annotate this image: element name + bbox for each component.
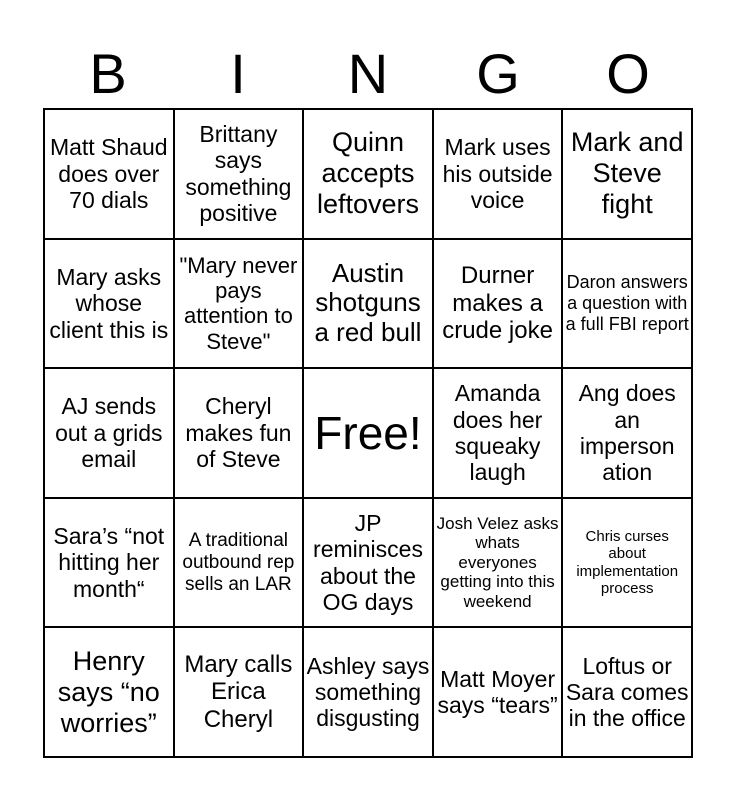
bingo-header [43, 40, 693, 108]
header-letter-i: I [230, 42, 246, 105]
cell-text: Brittany says something positive [185, 120, 292, 227]
bingo-cell[interactable] [303, 627, 433, 757]
cell-text: Amanda does her squeaky laugh [452, 380, 543, 486]
cell-text: Quinn accepts leftovers [316, 127, 420, 220]
cell-text: JP reminisces about the OG days [313, 509, 423, 616]
bingo-cell[interactable] [303, 498, 433, 628]
bingo-cell[interactable] [562, 627, 692, 757]
header-letter-g: G [476, 42, 520, 105]
cell-text: Henry says “no worries” [57, 645, 160, 738]
bingo-cell[interactable] [44, 498, 174, 628]
bingo-cell[interactable] [174, 627, 304, 757]
bingo-cell[interactable] [562, 368, 692, 498]
cell-text: "Mary never pays attention to Steve" [179, 252, 298, 354]
bingo-board [43, 108, 693, 758]
cell-text: Mary calls Erica Cheryl [184, 650, 293, 733]
cell-text: Ashley says something disgusting [306, 652, 430, 732]
bingo-cell[interactable] [562, 109, 692, 239]
cell-text: AJ sends out a grids email [55, 393, 163, 473]
cell-text: Matt Moyer says “tears” [437, 665, 558, 719]
bingo-cell[interactable] [303, 239, 433, 369]
cell-text: Josh Velez asks whats everyones getting into this weekend [436, 513, 559, 611]
bingo-cell[interactable] [562, 498, 692, 628]
bingo-cell[interactable] [433, 109, 563, 239]
free-space[interactable] [303, 368, 433, 498]
cell-text: Mark and Steve fight [570, 127, 684, 220]
cell-text: Sara’s “not hitting her month“ [53, 522, 165, 602]
header-letter-o: O [606, 42, 650, 105]
bingo-cell[interactable] [44, 368, 174, 498]
cell-text: Cheryl makes fun of Steve [185, 393, 292, 473]
cell-text: Mary asks whose client this is [49, 263, 169, 343]
bingo-cell[interactable] [44, 627, 174, 757]
bingo-cell[interactable] [433, 368, 563, 498]
cell-text: Mark uses his outside voice [442, 134, 553, 214]
bingo-cell[interactable] [303, 109, 433, 239]
cell-text: Durner makes a crude joke [442, 262, 553, 345]
bingo-cell[interactable] [174, 498, 304, 628]
bingo-cell[interactable] [433, 498, 563, 628]
cell-text: Loftus or Sara comes in the office [565, 652, 689, 732]
bingo-cell[interactable] [174, 368, 304, 498]
cell-text: Matt Shaud does over 70 dials [49, 134, 168, 214]
bingo-cell[interactable] [44, 239, 174, 369]
bingo-cell[interactable] [433, 239, 563, 369]
free-space-text: Free! [314, 406, 422, 459]
bingo-cell[interactable] [174, 239, 304, 369]
bingo-cell[interactable] [433, 627, 563, 757]
cell-text: A traditional outbound rep sells an LAR [182, 529, 295, 595]
cell-text: Austin shotguns a red bull [314, 257, 422, 348]
bingo-cell[interactable] [44, 109, 174, 239]
cell-text: Chris curses about implementation process [576, 528, 679, 597]
header-letter-n: N [347, 42, 389, 105]
cell-text: Daron answers a question with a full FBI report [565, 272, 689, 334]
bingo-cell[interactable] [562, 239, 692, 369]
bingo-cell[interactable] [174, 109, 304, 239]
header-letter-b: B [89, 42, 127, 105]
cell-text: Ang does an imperson ation [578, 380, 676, 486]
